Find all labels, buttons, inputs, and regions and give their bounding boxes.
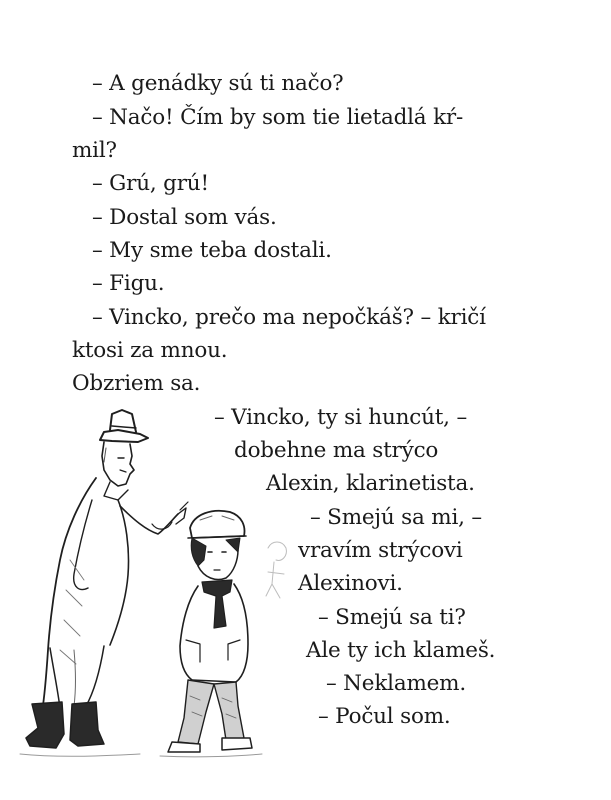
text-line-10: Obzriem sa. [72,371,201,396]
ground-shadow [20,754,140,756]
text-line-2: – Načo! Čím by som tie lietadlá kŕ- [92,105,464,130]
text-line-13: Alexin, klarinetista. [266,471,475,496]
text-line-14: – Smejú sa mi, – [310,505,482,530]
text-line-4: – Grú, grú! [92,171,209,196]
text-line-3: mil? [72,138,117,163]
man-figure [26,410,188,748]
text-line-12: dobehne ma strýco [234,438,439,463]
text-line-1: – A genádky sú ti načo? [92,71,344,96]
text-line-15: vravím strýcovi [298,538,463,563]
text-line-8: – Vincko, prečo ma nepočkáš? – kričí [92,305,486,330]
text-line-6: – My sme teba dostali. [92,238,332,263]
text-line-18: Ale ty ich klameš. [306,638,496,663]
text-line-19: – Neklamem. [326,671,466,696]
illustration-sketch [0,400,300,800]
background-doodle [266,542,286,598]
text-line-16: Alexinovi. [298,571,403,596]
text-line-5: – Dostal som vás. [92,205,277,230]
ground-shadow [160,754,262,757]
text-line-11: – Vincko, ty si huncút, – [214,405,467,430]
text-line-17: – Smejú sa ti? [318,605,466,630]
text-line-9: ktosi za mnou. [72,338,228,363]
text-line-7: – Figu. [92,271,165,296]
boy-figure [168,511,252,752]
text-line-20: – Počul som. [318,704,451,729]
